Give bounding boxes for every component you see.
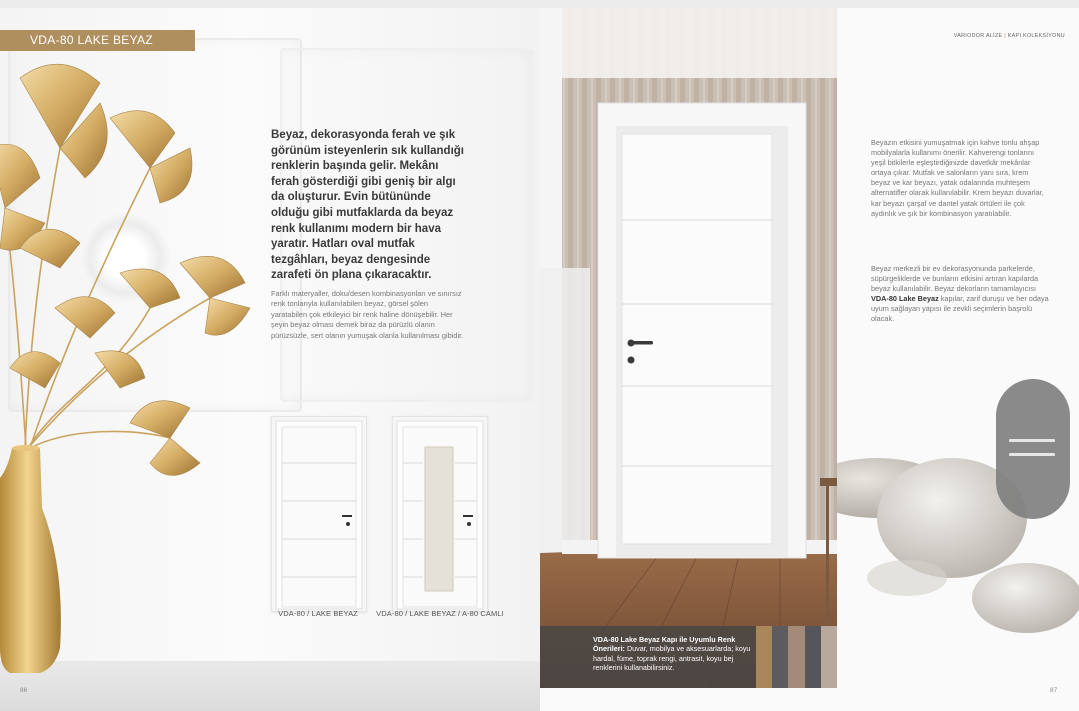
gold-leaves-vase-image <box>0 8 270 711</box>
page-margin <box>540 688 837 711</box>
caption-title: VDA-80 Lake Beyaz Kapı ile Uyumlu Renk Önerileri: <box>593 635 736 654</box>
door-room-photo <box>540 8 837 688</box>
brand-name: VARIODOR ALİZE <box>953 33 1003 39</box>
menu-icon[interactable] <box>996 379 1070 519</box>
door-thumbnail-lake-beyaz[interactable] <box>271 416 367 612</box>
right-paragraph-2 <box>871 264 1049 325</box>
paragraph-product-name: VDA-80 Lake Beyaz <box>871 294 939 304</box>
menu-icon-bar <box>1009 439 1055 442</box>
color-swatch <box>756 626 772 688</box>
header-separator: | <box>1004 33 1006 39</box>
product-title-tag: VDA-80 LAKE BEYAZ <box>0 30 195 51</box>
color-swatches <box>756 626 837 688</box>
door-drawing <box>272 417 366 611</box>
left-page <box>0 8 540 711</box>
paragraph-text: kapılar, zarif duruşu ve her odaya uyum sağlayan yapısı ile zevkli seçimlerin başrolü olacak. <box>871 294 1049 324</box>
collection-name: KAPI KOLEKSİYONU <box>1007 33 1065 39</box>
door-thumbnail-lake-beyaz-camli[interactable] <box>392 416 488 612</box>
door-in-room-image <box>540 8 837 688</box>
door-drawing <box>393 417 487 611</box>
caption-body: Duvar, mobilya ve aksesuarlarda; koyu hardal, füme, toprak rengi, antrasit, koyu bej renklerini kullanabilirsiniz. <box>593 644 751 673</box>
catalog-spread <box>0 8 1079 711</box>
right-page <box>837 8 1079 711</box>
color-suggestion-caption <box>593 635 758 673</box>
color-swatch <box>821 626 837 688</box>
color-swatch <box>788 626 804 688</box>
page-number: 86 <box>20 687 28 694</box>
door-thumbnail-caption: VDA-80 / LAKE BEYAZ <box>278 609 358 618</box>
intro-paragraph: Beyaz, dekorasyonda ferah ve şık görünüm isteyenlerin sık kullandığı renklerin başında gelir. Mekânı ferah gösterdiği gibi geniş bir algı da oluşturur. Evin bütününde olduğu gibi mutfaklarda da beyaz renk kullanımı modern bir hava yaratır. Hatları oval mutfak tezgâhları, beyaz dengesinde zarafeti ön plana çıkaracaktır. <box>271 129 464 282</box>
color-swatch <box>805 626 821 688</box>
color-swatch <box>772 626 788 688</box>
paragraph-text: Beyaz merkezli bir ev dekorasyonunda parkelerde, süpürgeliklerde ve bunların etkisini artıran kapılarda beyaz kullanılabilir. Beyaz dekorların tamamlayıcısı <box>871 264 1039 294</box>
menu-icon-bar <box>1009 453 1055 456</box>
door-thumbnail-caption: VDA-80 / LAKE BEYAZ / A-80 CAMLI <box>376 609 504 618</box>
brand-header <box>940 33 1065 39</box>
right-paragraph-1: Beyazın etkisini yumuşatmak için kahve tonlu ahşap mobilyalarla kullanımı önerilir. Kahverengi tonlarını yeşil bitkilerle eşleştirdiğinizde davetkâr mekânlar ortaya çıkar. Mutfak ve salonların yanı sıra, krem beyaz ve kar beyazı, yatak odalarında muhteşem alternatifler olarak kullanılabilir. Krem beyazı duvarlar, kar beyazı çarşaf ve dantel yatak örtüleri ile çok aydınlık ve şık bir kombinasyon yaratılabilir. <box>871 138 1044 218</box>
page-number: 87 <box>1050 687 1058 694</box>
body-paragraph: Farklı materyaller, doku/desen kombinasyonları ve sınırsız renk tonlarıyla kullanılabilen beyaz, görsel şölen yaratabilen çok etkileyici bir renk haline dönüşebilir. Her şeyin beyaz olması demek biraz da pürüzlü olanın pürüzsüzle, sert olanın yumuşak olanla kullanılması gibidir. <box>271 289 464 340</box>
